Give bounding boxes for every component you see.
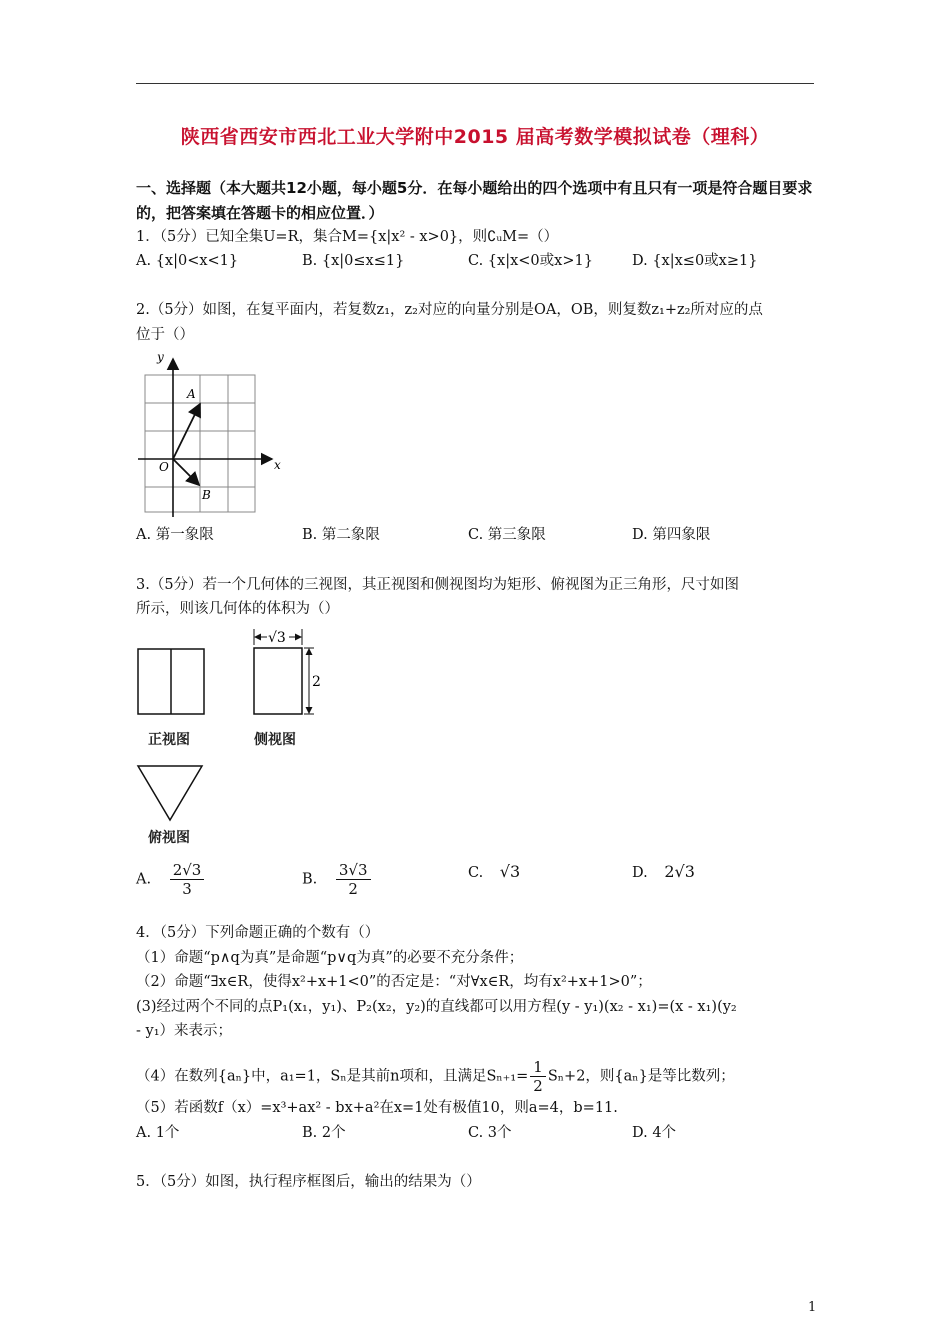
q2-option-b: B. 第二象限 xyxy=(302,527,380,543)
q3-option-c: C. √3 xyxy=(468,862,521,881)
q4-item-2: （2）命题“∃x∈R，使得x²+x+1<0”的否定是：“对∀x∈R，均有x²+x+1>0”； xyxy=(136,974,652,990)
q2-complex-plane-figure xyxy=(134,345,284,520)
q4-item-1: （1）命题“p∧q为真”是命题“p∨q为真”的必要不充分条件； xyxy=(136,950,524,966)
q3-option-a: A. $\frac{2√3}{3}$ xyxy=(136,861,204,898)
q4-item-3: (3)经过两个不同的点P₁(x₁，y₁)、P₂(x₂，y₂)的直线都可以用方程(y - y₁)(x₂ - x₁)=(x - x₁)(y₂ xyxy=(136,999,737,1015)
dim-height-label: 2 xyxy=(312,674,321,690)
q2-option-c: C. 第三象限 xyxy=(468,527,546,543)
q3-stem-line1: 3.（5分）若一个几何体的三视图，其正视图和侧视图均为矩形、俯视图为正三角形，尺寸如图 xyxy=(136,577,740,593)
q4-item-5: （5）若函数f（x）=x³+ax² - bx+a²在x=1处有极值10，则a=4，b=11. xyxy=(136,1100,618,1116)
side-view-label: 侧视图 xyxy=(254,732,296,748)
top-view-label: 俯视图 xyxy=(148,830,190,846)
page-title: 陕西省西安市西北工业大学附中2015 届高考数学模拟试卷（理科） xyxy=(180,126,770,148)
q3-front-view xyxy=(137,648,207,718)
q3-stem-line2: 所示，则该几何体的体积为（） xyxy=(136,601,339,617)
top-rule xyxy=(136,83,814,84)
q2-grid xyxy=(145,375,255,512)
q3-option-b: B. $\frac{3√3}{2}$ xyxy=(302,861,371,898)
q1-stem: 1．（5分）已知全集U=R，集合M={x|x² - x>0}，则∁ᵤM=（） xyxy=(136,229,559,245)
q3-side-view xyxy=(250,625,330,720)
point-a-label: A xyxy=(187,387,196,401)
point-b-label: B xyxy=(202,488,211,502)
q1-option-d: D. {x|x≤0或x≥1} xyxy=(632,253,758,269)
q3-top-view xyxy=(136,763,206,823)
dim-width-label: √3 xyxy=(268,630,286,646)
q4-option-c: C. 3个 xyxy=(468,1125,512,1141)
q4-option-a: A. 1个 xyxy=(136,1125,180,1141)
q2-stem-line1: 2.（5分）如图，在复平面内，若复数z₁，z₂对应的向量分别是OA，OB，则复数z₁+z₂所对应的点 xyxy=(136,302,763,318)
q2-stem-line2: 位于（） xyxy=(136,327,194,343)
vector-ob xyxy=(173,459,199,485)
y-axis-label: y xyxy=(157,350,164,364)
q4-option-d: D. 4个 xyxy=(632,1125,677,1141)
section-header: 一、选择题（本大题共12小题，每小题5分．在每小题给出的四个选项中有且只有一项是符合题目要求的，把答案填在答题卡的相应位置．） xyxy=(136,179,813,222)
q1-option-a: A. {x|0<x<1} xyxy=(136,253,239,269)
q1-option-c: C. {x|x<0或x>1} xyxy=(468,253,593,269)
q3-option-d: D. 2√3 xyxy=(632,862,695,881)
page-number: 1 xyxy=(808,1300,817,1315)
q2-option-d: D. 第四象限 xyxy=(632,527,711,543)
q5-stem: 5．（5分）如图，执行程序框图后，输出的结果为（） xyxy=(136,1174,481,1190)
q1-option-b: B. {x|0≤x≤1} xyxy=(302,253,405,269)
q4-option-b: B. 2个 xyxy=(302,1125,346,1141)
q2-option-a: A. 第一象限 xyxy=(136,527,214,543)
q4-item-4: （4）在数列{aₙ}中，a₁=1，Sₙ是其前n项和，且满足Sₙ₊₁= $\frac{1}{2}$ Sₙ+2，则{aₙ}是等比数列； xyxy=(136,1058,735,1095)
origin-label: O xyxy=(159,460,169,474)
q4-item-3-cont: - y₁）来表示； xyxy=(136,1023,233,1039)
q4-stem: 4．（5分）下列命题正确的个数有（） xyxy=(136,925,380,941)
x-axis-label: x xyxy=(274,458,281,472)
front-view-label: 正视图 xyxy=(148,732,190,748)
